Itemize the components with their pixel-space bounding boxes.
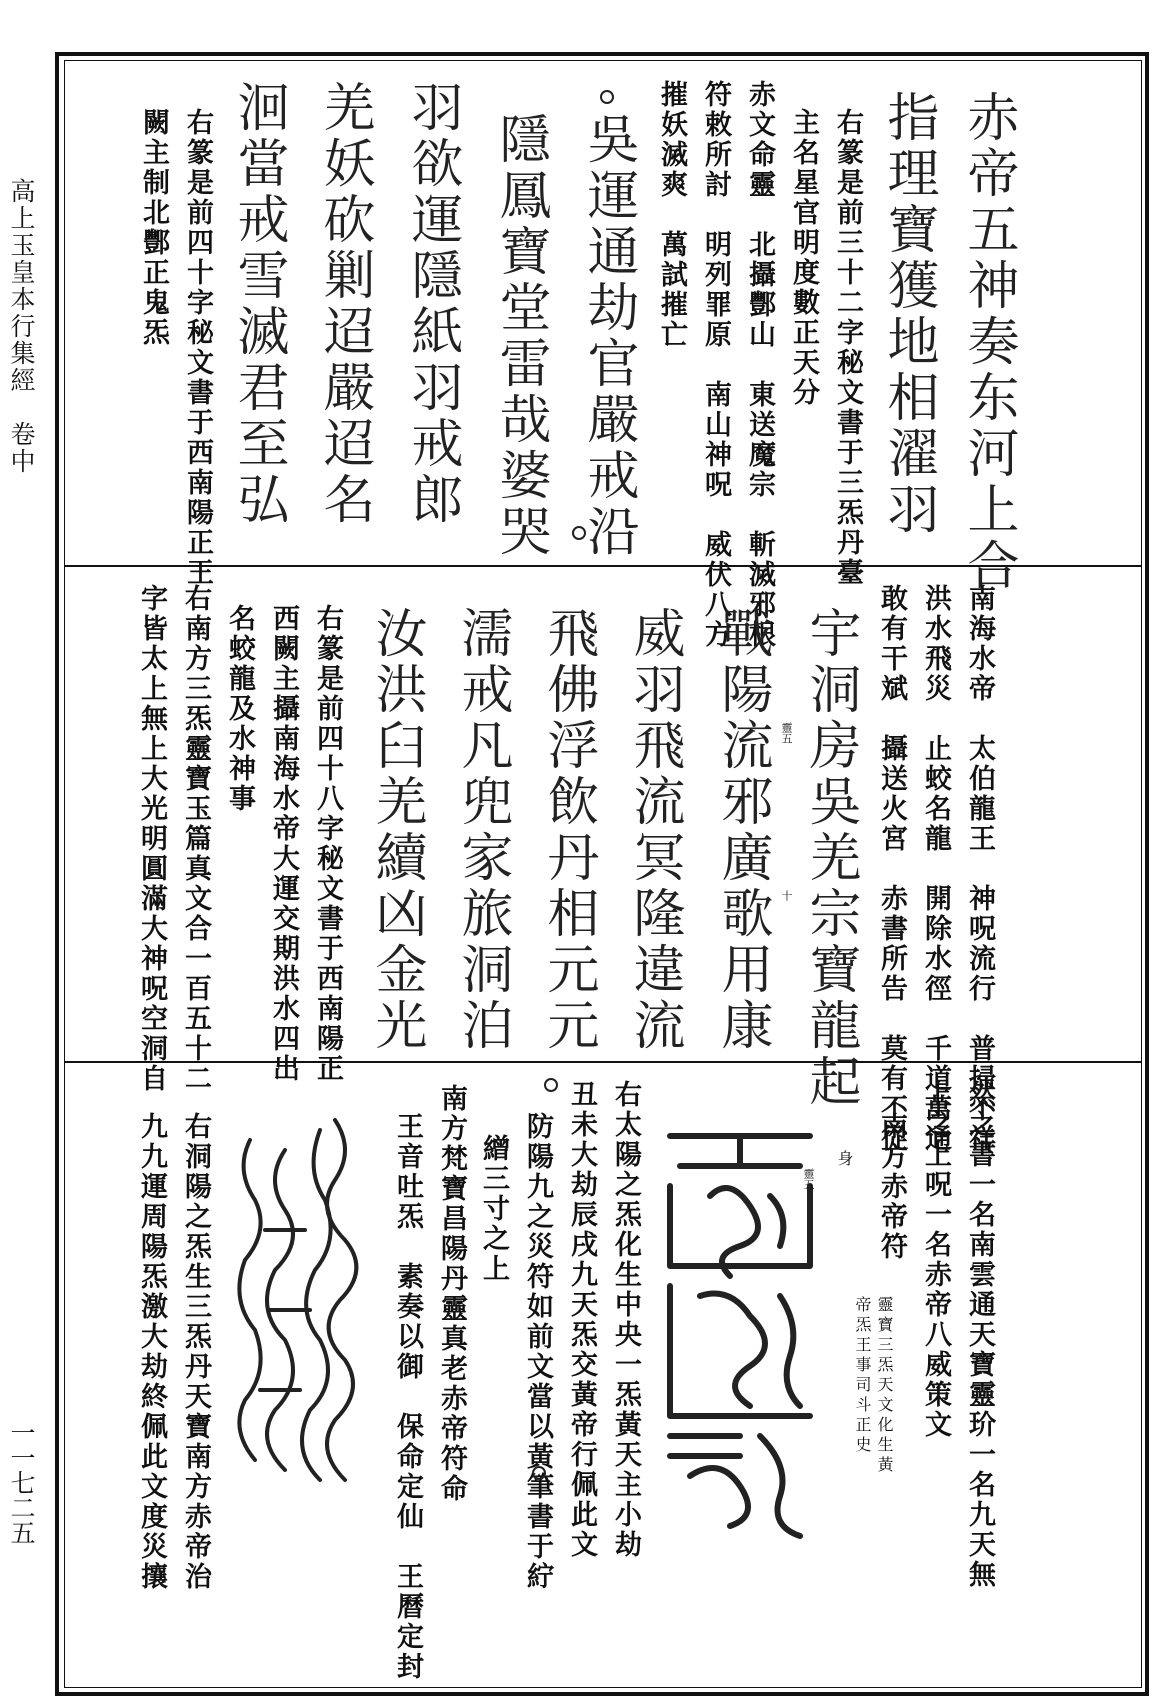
cursive-talisman: [225, 1110, 375, 1490]
seal-column-7: 洄當戒雪滅君至弘: [228, 80, 288, 528]
text-column-14: 右南方三炁靈寶玉篇真文合一百五十二: [180, 584, 211, 1094]
text-column-2: 主名星官明度數正天分: [788, 108, 819, 408]
text-column-6: 右篆是前四十字秘文書于西南陽正王: [182, 108, 213, 588]
text-column-3: 赤文命靈 北攝酆山 東送魔宗 斬滅邪根: [744, 80, 775, 650]
text-column-17: 上之上呪一名赤帝八威策文: [920, 1080, 951, 1440]
seal-column-12: 濡戒凡兜家旅洞泊: [452, 606, 512, 1054]
seal-column-2: 指理寶獲地相濯羽: [878, 90, 938, 538]
sub-note: 身: [835, 1150, 854, 1170]
seal-column-3: 吳運通劫官嚴戒沿: [578, 112, 638, 560]
small-note: 靈五: [780, 722, 793, 744]
text-column-22: 繒三寸之上: [478, 1134, 509, 1284]
circle-mark: [600, 90, 614, 104]
text-column-10: 敢有干斌 攝送火宮 赤書所告 莫有不從: [876, 584, 907, 1154]
text-column-15: 字皆太上無上大光明圓滿大神呪空洞自: [136, 584, 167, 1094]
text-column-24: 王音吐炁 素奏以御 保命定仙 王曆定封: [392, 1112, 423, 1682]
text-column-16: 然之書一名南雲通天寶靈玠一名九天無: [964, 1080, 995, 1590]
text-column-25: 右洞陽之炁生三炁丹天寶南方赤帝治: [180, 1112, 211, 1592]
seal-column-5: 羽欲運隱紙羽戒郎: [402, 80, 462, 528]
text-column-19: 右太陽之炁化生中央一炁黃天主小劫: [610, 1080, 641, 1560]
circle-mark: [532, 1466, 546, 1480]
seal-column-8: 宇洞房吳羌宗寶龍起: [800, 606, 860, 1110]
text-column-11: 右篆是前四十八字秘文書于西南陽正: [312, 604, 343, 1084]
text-column-21: 防陽九之災符如前文當以黃筆書于紵: [522, 1112, 553, 1592]
text-column-26: 九九運周陽炁激大劫終佩此文度災攘: [136, 1112, 167, 1592]
sub-note: 帝炁王事司斗正史: [853, 1296, 872, 1456]
text-column-12: 西闕主攝南海水帝大運交期洪水四出: [268, 604, 299, 1084]
text-column-9: 洪水飛災 止蛟名龍 開除水徑 千道萬通: [920, 584, 951, 1154]
text-column-13: 名蛟龍及水神事: [224, 604, 255, 814]
sub-note: 靈寶三炁天文化生黃: [875, 1296, 894, 1476]
book-title-margin: 高上玉皇本行集經 卷中: [7, 178, 36, 475]
seal-column-13: 汝洪臼羌續凶金光: [366, 606, 426, 1054]
text-column-23: 南方梵寶昌陽丹靈真老赤帝符命: [436, 1084, 467, 1504]
circle-mark: [544, 1078, 558, 1092]
seal-column-10: 威羽飛流冥隆違流: [624, 606, 684, 1054]
text-column-5: 摧妖滅爽 萬試摧亡: [656, 80, 687, 350]
seal-column-6: 羌妖砍剿迢嚴迢名: [314, 80, 374, 528]
text-column-20: 丑未大劫辰戌九天炁交黃帝行佩此文: [566, 1080, 597, 1560]
text-column-4: 符敕所討 明列罪原 南山神呪 威伏八方: [700, 80, 731, 650]
seal-column-9: 戰陽流邪廣歌用康: [712, 606, 772, 1054]
seal-column-4: 隱鳳寶堂雷哉婆哭: [490, 112, 550, 560]
text-column-7: 闕主制北酆正鬼炁: [138, 108, 169, 348]
page-number-margin: 一一七二五: [7, 1420, 36, 1545]
seal-column-1: 赤帝五神奏东河上合: [958, 90, 1018, 594]
circle-mark: [572, 526, 586, 540]
text-column-18: 南方赤帝符: [876, 1112, 907, 1262]
small-note: 十: [780, 890, 793, 901]
text-column-8: 南海水帝 太伯龍王 神呪流行 普掃不祥: [964, 584, 995, 1154]
seal-column-11: 飛佛浮飲丹相元元: [538, 606, 598, 1054]
talisman-label: 靈五: [802, 1168, 815, 1190]
text-column-1: 右篆是前三十二字秘文書于三炁丹臺: [832, 108, 863, 588]
